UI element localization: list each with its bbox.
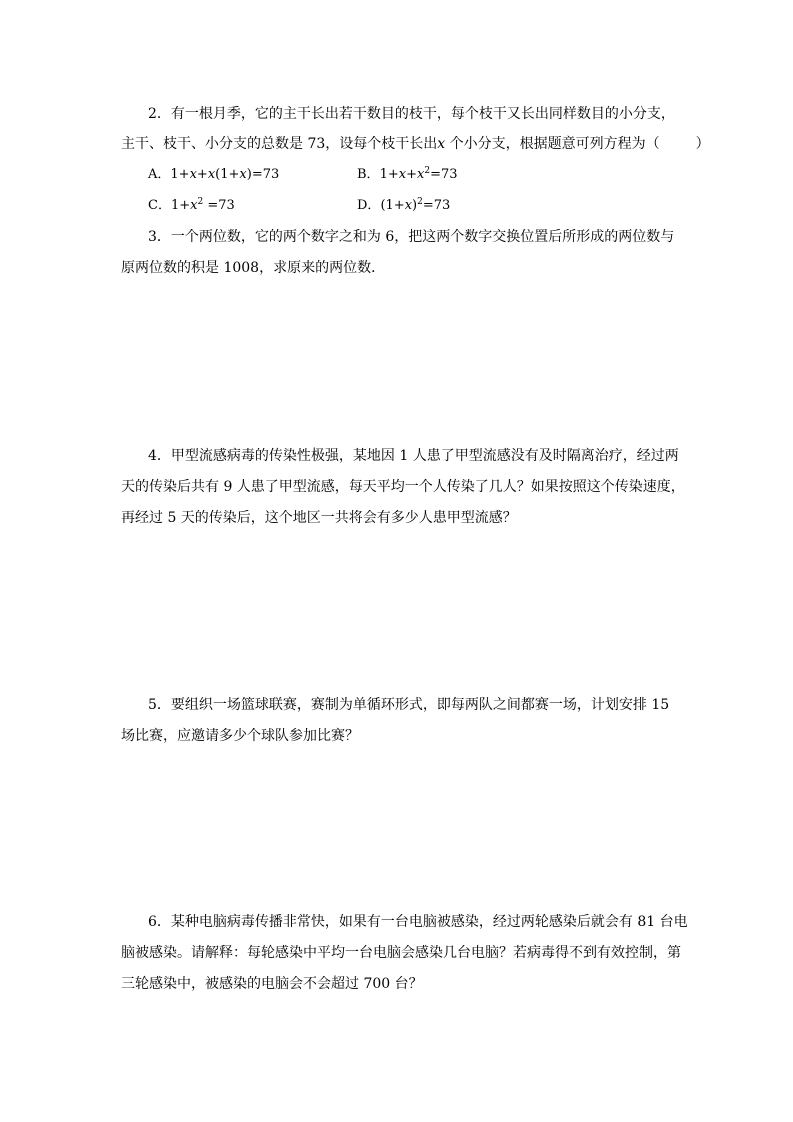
q2-option-c [148,196,235,216]
option-b-exponent: 2 [424,166,431,176]
q4-line-2: 天的传染后共有 9 人患了甲型流感，每天平均一个人传染了几人？如果按照这个传染速度， [121,479,685,495]
option-d-part: =73 [422,198,451,213]
q2-line-2-a: 主干、枝干、小分支的总数是 73，设每个枝干长出 [121,136,438,152]
option-a-part: )=73 [246,167,280,182]
option-b-part: + [406,167,417,182]
q3-line-2: 原两位数的积是 1008，求原来的两位数． [121,260,386,276]
option-a-label: A． [148,167,171,182]
option-c-exponent: 2 [197,197,204,207]
option-d-part: (1+ [380,198,405,213]
q2-option-a [148,165,279,185]
option-c-part: =73 [203,198,235,213]
option-c-label: C． [148,198,171,213]
option-b-part: 1+ [379,167,399,182]
option-d-part: ) [412,198,418,213]
option-a-part: (1+ [215,167,240,182]
q6-line-3: 三轮感染中，被感染的电脑会不会超过 700 台？ [121,976,423,992]
option-a-part: + [196,167,208,182]
option-d-exponent: 2 [417,197,423,207]
option-a-part: 1+ [170,167,190,182]
q6-line-2: 脑被感染。请解释：每轮感染中平均一台电脑会感染几台电脑？若病毒得不到有效控制，第 [121,945,681,961]
option-b-label: B． [357,167,380,182]
q2-option-d [357,196,450,216]
q4-line-3: 再经过 5 天的传染后，这个地区一共将会有多少人患甲型流感？ [121,510,517,526]
option-a-x: x [207,167,216,182]
var-x: x [437,136,446,152]
option-b-x: x [398,167,407,182]
q6-line-1: 6．某种电脑病毒传播非常快，如果有一台电脑被感染，经过两轮感染后就会有 81 台电 [148,914,688,930]
option-a-x: x [239,167,247,182]
option-d-label: D． [357,198,381,213]
q2-line-2-b: 个小分支，根据题意可列方程为（ [445,136,660,152]
option-a-x: x [189,167,197,182]
q2-line-1: 2．有一根月季，它的主干长出若干数目的枝干，每个枝干又长出同样数目的小分支， [148,106,675,122]
q2-line-2 [121,134,710,154]
paren-close: ） [695,136,710,152]
option-b-x: x [416,167,425,182]
option-c-part: 1+ [170,198,191,213]
q4-line-1: 4．甲型流感病毒的传染性极强，某地因 1 人患了甲型流感没有及时隔离治疗，经过两 [148,448,679,464]
q2-option-b [357,165,458,185]
option-b-part: =73 [430,167,458,182]
q5-line-2: 场比赛，应邀请多少个球队参加比赛？ [121,728,359,744]
q3-line-1: 3．一个两位数，它的两个数字之和为 6，把这两个数字交换位置后所形成的两位数与 [148,229,675,245]
option-c-x: x [190,198,198,213]
option-d-x: x [404,198,413,213]
q5-line-1: 5．要组织一场篮球联赛，赛制为单循环形式，即每两队之间都赛一场，计划安排 15 [148,697,670,713]
